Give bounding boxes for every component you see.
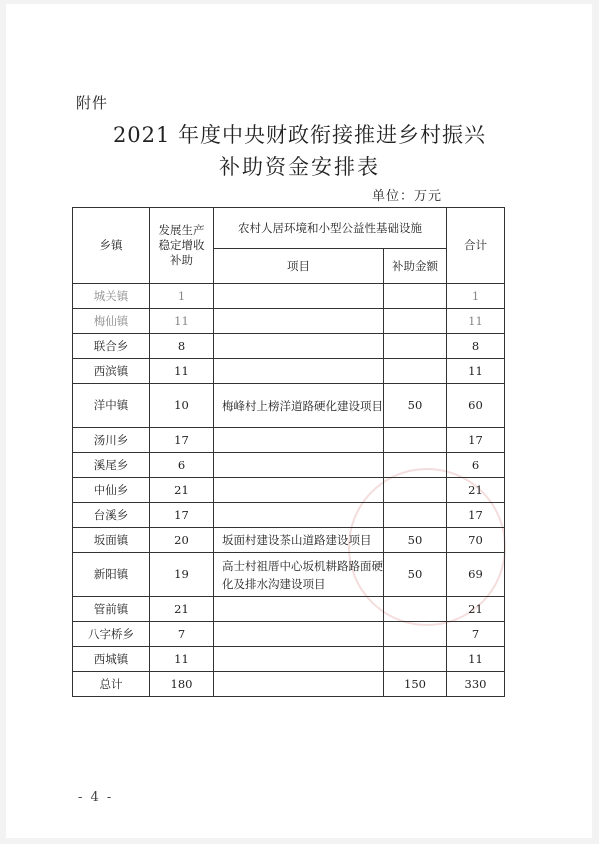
cell-project bbox=[214, 622, 384, 647]
cell-amount bbox=[384, 309, 447, 334]
header-subsidy-amount: 补助金额 bbox=[384, 249, 447, 284]
cell-amount bbox=[384, 453, 447, 478]
cell-township: 汤川乡 bbox=[73, 428, 150, 453]
cell-township: 管前镇 bbox=[73, 597, 150, 622]
table-row bbox=[73, 384, 505, 428]
cell-dev-subsidy: 11 bbox=[150, 359, 214, 384]
cell-amount: 50 bbox=[384, 553, 447, 597]
cell-total: 21 bbox=[447, 597, 505, 622]
cell-amount bbox=[384, 334, 447, 359]
cell-dev-subsidy: 21 bbox=[150, 597, 214, 622]
cell-total: 7 bbox=[447, 622, 505, 647]
cell-dev-subsidy: 11 bbox=[150, 309, 214, 334]
cell-dev-subsidy: 10 bbox=[150, 384, 214, 428]
cell-project bbox=[214, 359, 384, 384]
table-row bbox=[73, 503, 505, 528]
cell-dev-subsidy: 17 bbox=[150, 503, 214, 528]
cell-township: 西城镇 bbox=[73, 647, 150, 672]
cell-project: 高士村祖厝中心坂机耕路路面硬化及排水沟建设项目 bbox=[214, 553, 384, 597]
document-title-line1: 2021 年度中央财政衔接推进乡村振兴 bbox=[112, 123, 487, 147]
unit-label: 单位：万元 bbox=[372, 189, 443, 204]
cell-township: 城关镇 bbox=[73, 284, 150, 309]
cell-dev-subsidy: 19 bbox=[150, 553, 214, 597]
cell-project bbox=[214, 647, 384, 672]
annex-label: 附件 bbox=[76, 94, 109, 112]
cell-township: 新阳镇 bbox=[73, 553, 150, 597]
cell-amount: 150 bbox=[384, 672, 447, 697]
cell-amount bbox=[384, 478, 447, 503]
table-row bbox=[73, 622, 505, 647]
cell-amount bbox=[384, 597, 447, 622]
header-dev-subsidy bbox=[150, 208, 214, 284]
cell-amount bbox=[384, 503, 447, 528]
table-row bbox=[73, 453, 505, 478]
cell-dev-subsidy: 17 bbox=[150, 428, 214, 453]
cell-dev-subsidy: 6 bbox=[150, 453, 214, 478]
table-row bbox=[73, 597, 505, 622]
page-number: - 4 - bbox=[78, 790, 114, 805]
header-township: 乡镇 bbox=[73, 208, 150, 284]
cell-township: 梅仙镇 bbox=[73, 309, 150, 334]
cell-total: 11 bbox=[447, 309, 505, 334]
cell-township: 西滨镇 bbox=[73, 359, 150, 384]
cell-total: 11 bbox=[447, 647, 505, 672]
cell-dev-subsidy: 11 bbox=[150, 647, 214, 672]
cell-project bbox=[214, 597, 384, 622]
cell-township: 台溪乡 bbox=[73, 503, 150, 528]
cell-amount bbox=[384, 428, 447, 453]
cell-project bbox=[214, 284, 384, 309]
cell-project bbox=[214, 453, 384, 478]
cell-amount bbox=[384, 647, 447, 672]
header-dev-line: 发展生产 bbox=[158, 223, 205, 237]
header-infra-group: 农村人居环境和小型公益性基础设施 bbox=[214, 208, 447, 249]
cell-dev-subsidy: 7 bbox=[150, 622, 214, 647]
cell-project bbox=[214, 334, 384, 359]
table-row bbox=[73, 647, 505, 672]
table-row bbox=[73, 334, 505, 359]
cell-total: 70 bbox=[447, 528, 505, 553]
cell-total: 21 bbox=[447, 478, 505, 503]
cell-total: 1 bbox=[447, 284, 505, 309]
cell-total: 330 bbox=[447, 672, 505, 697]
table-row bbox=[73, 284, 505, 309]
cell-amount bbox=[384, 622, 447, 647]
header-project: 项目 bbox=[214, 249, 384, 284]
header-total: 合计 bbox=[447, 208, 505, 284]
cell-total: 8 bbox=[447, 334, 505, 359]
table-row bbox=[73, 553, 505, 597]
cell-project: 梅峰村上榜洋道路硬化建设项目 bbox=[214, 384, 384, 428]
cell-township: 溪尾乡 bbox=[73, 453, 150, 478]
cell-dev-subsidy: 21 bbox=[150, 478, 214, 503]
cell-township: 八字桥乡 bbox=[73, 622, 150, 647]
cell-township: 中仙乡 bbox=[73, 478, 150, 503]
cell-dev-subsidy: 1 bbox=[150, 284, 214, 309]
cell-township: 总计 bbox=[73, 672, 150, 697]
cell-project bbox=[214, 672, 384, 697]
cell-dev-subsidy: 180 bbox=[150, 672, 214, 697]
cell-project bbox=[214, 428, 384, 453]
cell-amount bbox=[384, 359, 447, 384]
cell-total: 6 bbox=[447, 453, 505, 478]
cell-dev-subsidy: 8 bbox=[150, 334, 214, 359]
cell-township: 坂面镇 bbox=[73, 528, 150, 553]
table-row bbox=[73, 528, 505, 553]
cell-total: 69 bbox=[447, 553, 505, 597]
table-row bbox=[73, 428, 505, 453]
table-row bbox=[73, 478, 505, 503]
table-row bbox=[73, 309, 505, 334]
document-title-line2: 补助资金安排表 bbox=[219, 155, 380, 179]
cell-total: 60 bbox=[447, 384, 505, 428]
cell-dev-subsidy: 20 bbox=[150, 528, 214, 553]
subsidy-table bbox=[72, 207, 505, 697]
cell-project bbox=[214, 478, 384, 503]
table-row bbox=[73, 359, 505, 384]
total-row bbox=[73, 672, 505, 697]
cell-project bbox=[214, 309, 384, 334]
header-dev-line: 补助 bbox=[170, 253, 193, 267]
cell-project bbox=[214, 503, 384, 528]
cell-township: 联合乡 bbox=[73, 334, 150, 359]
cell-amount: 50 bbox=[384, 384, 447, 428]
cell-total: 11 bbox=[447, 359, 505, 384]
cell-total: 17 bbox=[447, 428, 505, 453]
cell-township: 洋中镇 bbox=[73, 384, 150, 428]
cell-project: 坂面村建设茶山道路建设项目 bbox=[214, 528, 384, 553]
cell-amount: 50 bbox=[384, 528, 447, 553]
cell-total: 17 bbox=[447, 503, 505, 528]
header-dev-line: 稳定增收 bbox=[158, 238, 205, 252]
cell-amount bbox=[384, 284, 447, 309]
